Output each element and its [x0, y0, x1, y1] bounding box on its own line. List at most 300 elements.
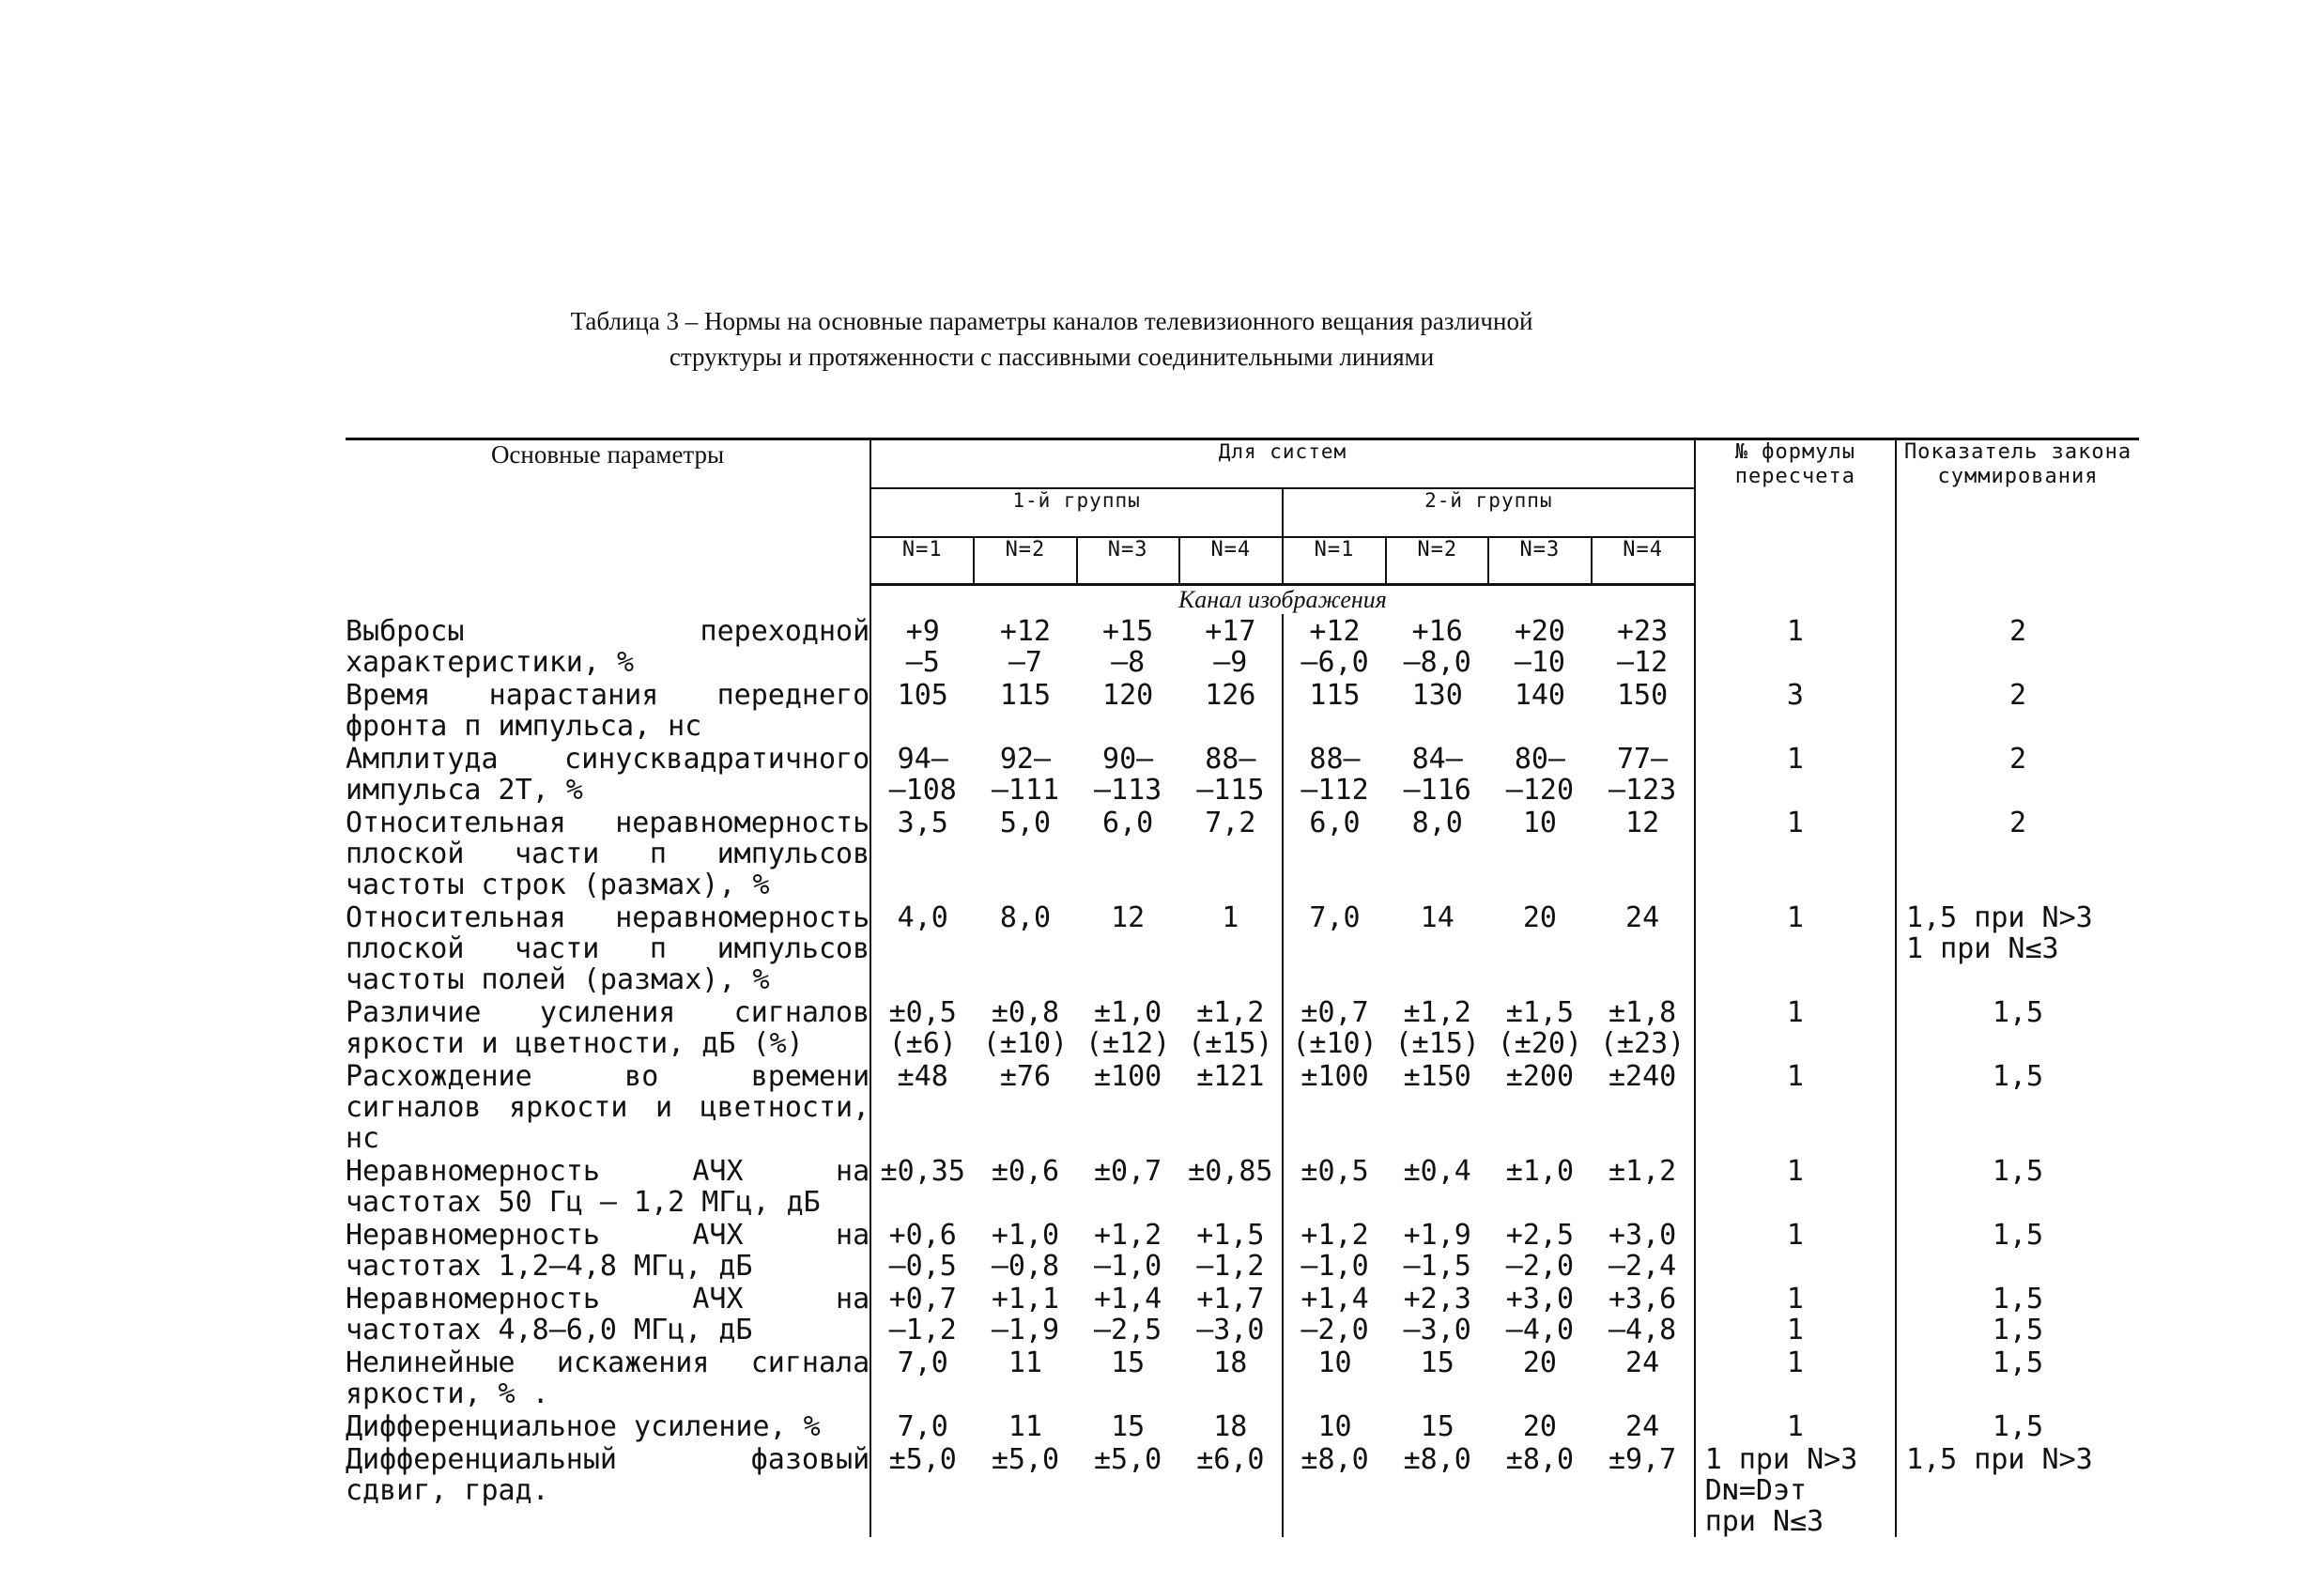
formula-line: 3: [1786, 679, 1804, 712]
value-line: 15: [1420, 1346, 1454, 1379]
table-row: [346, 1059, 2139, 1154]
table-row: [346, 995, 2139, 1059]
value-line: ±0,6: [991, 1155, 1060, 1188]
value-line: ±0,5: [888, 996, 957, 1029]
value-line: ±0,8: [991, 996, 1060, 1029]
value-cell: [1077, 995, 1179, 1059]
value-line: ±200: [1505, 1060, 1575, 1093]
value-line: 10: [1522, 807, 1557, 839]
value-cell: [1283, 678, 1386, 742]
value-line: ±0,7: [1094, 1155, 1162, 1188]
value-line: ±100: [1094, 1060, 1162, 1093]
formula-line: Dɴ=Dэт: [1704, 1474, 1808, 1507]
value-cell: [974, 1154, 1076, 1218]
value-cell: [870, 1442, 974, 1537]
value-line: +12: [1309, 615, 1361, 648]
value-line: —0,8: [991, 1250, 1060, 1283]
value-cell: [974, 1442, 1076, 1537]
value-line: (±10): [982, 1027, 1069, 1060]
value-line: —8: [1111, 646, 1146, 679]
formula-number: [1695, 614, 1896, 678]
value-line: ±150: [1403, 1060, 1471, 1093]
value-line: 7,0: [897, 1410, 948, 1443]
value-line: —2,5: [1094, 1314, 1162, 1346]
value-line: +12: [999, 615, 1052, 648]
parameter-name: Различие усиления сигналов яркости и цветности, дБ (%): [346, 996, 870, 1060]
value-line: +1,5: [1196, 1219, 1265, 1252]
summation-line: 2: [2008, 743, 2027, 776]
formula-line: 1: [1786, 1219, 1804, 1252]
summation-index: [1896, 900, 2139, 995]
formula-line: 1 при N>3: [1704, 1443, 1858, 1476]
value-line: —0,5: [888, 1250, 957, 1283]
value-line: —123: [1608, 774, 1677, 807]
value-line: 10: [1317, 1346, 1352, 1379]
value-cell: [1488, 742, 1591, 806]
formula-line: 1: [1786, 1060, 1804, 1093]
summation-line: 1 при N≤3: [1906, 932, 2059, 965]
summation-index: [1896, 1442, 2139, 1537]
value-cell: [1077, 678, 1179, 742]
header-formula: № формулы пересчета: [1695, 439, 1896, 585]
header-n-2: N=2: [974, 537, 1076, 585]
value-line: 18: [1213, 1410, 1248, 1443]
value-cell: [1592, 1442, 1695, 1537]
value-cell: [974, 742, 1076, 806]
value-line: 84—: [1411, 743, 1463, 776]
value-line: ±121: [1196, 1060, 1265, 1093]
value-cell: [1283, 1346, 1386, 1409]
value-line: —111: [991, 774, 1060, 807]
value-line: ±1,2: [1196, 996, 1265, 1029]
value-line: 12: [1625, 807, 1660, 839]
value-line: 7,0: [1309, 901, 1361, 934]
value-cell: [1179, 1409, 1283, 1442]
value-cell: [1488, 1409, 1591, 1442]
value-cell: [1386, 614, 1488, 678]
formula-line: 1: [1786, 1283, 1804, 1315]
header-n-1-group-2: N=1: [1283, 537, 1386, 585]
value-cell: [870, 1409, 974, 1442]
value-cell: [1386, 1218, 1488, 1282]
header-parameters: Основные параметры: [346, 439, 870, 585]
value-cell: [1283, 1154, 1386, 1218]
value-line: 7,0: [897, 1346, 948, 1379]
value-line: ±8,0: [1301, 1443, 1369, 1476]
value-line: 18: [1213, 1346, 1248, 1379]
parameter-name: Выбросы переходной характеристики, %: [346, 615, 870, 679]
value-cell: [1386, 1059, 1488, 1154]
value-line: 130: [1411, 679, 1463, 712]
value-line: 77—: [1617, 743, 1669, 776]
value-line: +3,0: [1505, 1283, 1575, 1315]
value-line: 105: [897, 679, 948, 712]
value-cell: [1283, 995, 1386, 1059]
value-cell: [1488, 1059, 1591, 1154]
value-cell: [1592, 678, 1695, 742]
value-cell: [1179, 900, 1283, 995]
value-cell: [1077, 1154, 1179, 1218]
value-line: —1,2: [1196, 1250, 1265, 1283]
value-cell: [1386, 806, 1488, 900]
formula-number: [1695, 1442, 1896, 1537]
table-row: [346, 614, 2139, 678]
value-cell: [1077, 806, 1179, 900]
value-line: 126: [1205, 679, 1256, 712]
table-row: [346, 806, 2139, 900]
value-line: 10: [1317, 1410, 1352, 1443]
value-line: +2,3: [1403, 1283, 1471, 1315]
value-line: —4,0: [1505, 1314, 1575, 1346]
value-cell: [1488, 1346, 1591, 1409]
value-cell: [870, 1282, 974, 1346]
value-cell: [1077, 1409, 1179, 1442]
value-line: —1,5: [1403, 1250, 1471, 1283]
value-line: —6,0: [1301, 646, 1369, 679]
value-cell: [1283, 1409, 1386, 1442]
value-cell: [1283, 1442, 1386, 1537]
value-line: —112: [1301, 774, 1369, 807]
value-line: ±1,2: [1403, 996, 1471, 1029]
table-caption-line-1: Таблица 3 – Нормы на основные параметры каналов телевизионного вещания различной: [570, 307, 1533, 335]
value-cell: [1179, 742, 1283, 806]
table-row: [346, 1282, 2139, 1346]
value-line: (±12): [1085, 1027, 1171, 1060]
value-cell: [1179, 1442, 1283, 1537]
value-line: +0,7: [888, 1283, 957, 1315]
value-line: —1,9: [991, 1314, 1060, 1346]
value-cell: [974, 806, 1076, 900]
value-line: —7: [1008, 646, 1042, 679]
value-cell: [1488, 1442, 1591, 1537]
value-line: +1,9: [1403, 1219, 1471, 1252]
value-cell: [974, 1218, 1076, 1282]
value-cell: [1488, 1282, 1591, 1346]
value-line: +1,2: [1094, 1219, 1162, 1252]
formula-number: [1695, 1346, 1896, 1409]
value-line: —113: [1094, 774, 1162, 807]
value-line: —3,0: [1196, 1314, 1265, 1346]
value-cell: [1077, 1059, 1179, 1154]
value-cell: [974, 1059, 1076, 1154]
value-line: 4,0: [897, 901, 948, 934]
summation-line: 1,5: [1992, 1346, 2044, 1379]
value-cell: [1592, 1346, 1695, 1409]
value-line: ±0,85: [1188, 1155, 1273, 1188]
summation-line: 1,5: [1992, 1314, 2044, 1346]
value-line: +1,7: [1196, 1283, 1265, 1315]
value-cell: [870, 900, 974, 995]
header-row-systems: [346, 439, 2139, 489]
value-cell: [870, 1059, 974, 1154]
value-cell: [1592, 1154, 1695, 1218]
table-caption-line-2: структуры и протяженности с пассивными соединительными линиями: [669, 343, 1435, 371]
value-cell: [1592, 1409, 1695, 1442]
parameter-name: Неравномерность АЧХ на частотах 50 Гц — 1,2 МГц, дБ: [346, 1155, 870, 1219]
value-line: 150: [1617, 679, 1669, 712]
value-cell: [1179, 1346, 1283, 1409]
value-line: ±76: [999, 1060, 1052, 1093]
value-cell: [870, 1346, 974, 1409]
value-line: 80—: [1514, 743, 1565, 776]
value-cell: [1179, 995, 1283, 1059]
value-cell: [1077, 1282, 1179, 1346]
value-line: ±0,35: [880, 1155, 965, 1188]
formula-number: [1695, 806, 1896, 900]
summation-line: 1,5: [1992, 1155, 2044, 1188]
value-line: —10: [1514, 646, 1565, 679]
table-row: [346, 1218, 2139, 1282]
value-line: ±9,7: [1608, 1443, 1677, 1476]
parameter-name: Дифференциальное усиление, %: [346, 1409, 870, 1442]
value-line: ±240: [1608, 1060, 1677, 1093]
value-line: ±5,0: [888, 1443, 957, 1476]
value-cell: [1386, 1442, 1488, 1537]
value-line: —108: [888, 774, 957, 807]
value-line: (±23): [1599, 1027, 1685, 1060]
formula-line: 1: [1786, 1155, 1804, 1188]
parameter-name: Амплитуда синусквадратичного импульса 2Т, %: [346, 743, 870, 807]
summation-line: 1,5 при N>3: [1906, 901, 2093, 934]
header-group-1: 1-й группы: [870, 488, 1283, 537]
value-line: 120: [1102, 679, 1154, 712]
value-line: ±8,0: [1403, 1443, 1471, 1476]
value-line: ±1,0: [1094, 996, 1162, 1029]
value-cell: [1488, 678, 1591, 742]
value-cell: [870, 614, 974, 678]
value-line: ±0,5: [1301, 1155, 1369, 1188]
value-line: 92—: [999, 743, 1052, 776]
header-n-3: N=3: [1077, 537, 1179, 585]
formula-number: [1695, 900, 1896, 995]
value-line: 14: [1420, 901, 1454, 934]
value-line: —3,0: [1403, 1314, 1471, 1346]
value-line: 140: [1514, 679, 1565, 712]
value-line: 115: [1309, 679, 1361, 712]
section-spacer-summation: [1896, 585, 2139, 615]
section-spacer: [346, 585, 870, 615]
value-line: 1: [1222, 901, 1239, 934]
parameter-name: Относительная неравномерность плоской части п импульсов частоты строк (размах), %: [346, 807, 870, 901]
summation-line: 2: [2008, 679, 2027, 712]
value-cell: [1179, 806, 1283, 900]
value-line: —120: [1505, 774, 1575, 807]
summation-index: [1896, 614, 2139, 678]
value-cell: [1283, 1282, 1386, 1346]
value-cell: [1592, 614, 1695, 678]
value-cell: [870, 742, 974, 806]
value-line: +3,0: [1608, 1219, 1677, 1252]
value-cell: [974, 1409, 1076, 1442]
value-line: —2,0: [1505, 1250, 1575, 1283]
table-row: [346, 1442, 2139, 1537]
value-cell: [1179, 1282, 1283, 1346]
value-cell: [1179, 1059, 1283, 1154]
value-cell: [974, 614, 1076, 678]
value-line: 8,0: [1411, 807, 1463, 839]
value-line: ±0,7: [1301, 996, 1369, 1029]
summation-line: 1,5: [1992, 1219, 2044, 1252]
summation-line: 1,5: [1992, 1060, 2044, 1093]
value-cell: [870, 1154, 974, 1218]
value-line: 20: [1522, 901, 1557, 934]
value-cell: [1592, 900, 1695, 995]
norms-table: [346, 438, 2139, 1537]
value-cell: [1488, 1218, 1591, 1282]
value-line: 90—: [1102, 743, 1154, 776]
value-line: 20: [1522, 1346, 1557, 1379]
value-cell: [1077, 1442, 1179, 1537]
formula-number: [1695, 678, 1896, 742]
value-line: 3,5: [897, 807, 948, 839]
summation-index: [1896, 806, 2139, 900]
summation-index: [1896, 1154, 2139, 1218]
parameter-name: Расхождение во времени сигналов яркости и цветности, нс: [346, 1060, 870, 1155]
value-cell: [1386, 1154, 1488, 1218]
value-line: 24: [1625, 1346, 1660, 1379]
value-cell: [1488, 900, 1591, 995]
summation-line: 1,5 при N>3: [1906, 1443, 2093, 1476]
summation-line: 2: [2008, 807, 2027, 839]
value-line: 88—: [1309, 743, 1361, 776]
value-line: +1,4: [1094, 1283, 1162, 1315]
value-cell: [870, 678, 974, 742]
formula-number: [1695, 1282, 1896, 1346]
value-line: —9: [1213, 646, 1248, 679]
parameter-name: Неравномерность АЧХ на частотах 4,8—6,0 МГц, дБ: [346, 1283, 870, 1346]
value-cell: [1592, 995, 1695, 1059]
value-line: —115: [1196, 774, 1265, 807]
header-n-1: N=1: [870, 537, 974, 585]
summation-index: [1896, 995, 2139, 1059]
value-cell: [870, 1218, 974, 1282]
table-row: [346, 900, 2139, 995]
parameter-name: Относительная неравномерность плоской части п импульсов частоты полей (размах), %: [346, 901, 870, 996]
value-cell: [1283, 900, 1386, 995]
value-line: +1,0: [991, 1219, 1060, 1252]
value-cell: [1179, 678, 1283, 742]
value-line: +20: [1514, 615, 1565, 648]
value-line: ±48: [897, 1060, 948, 1093]
value-line: —12: [1617, 646, 1669, 679]
formula-line: 1: [1786, 1410, 1804, 1443]
value-cell: [1488, 1154, 1591, 1218]
value-line: ±100: [1301, 1060, 1369, 1093]
value-line: (±10): [1292, 1027, 1377, 1060]
header-summation: Показатель закона суммирования: [1896, 439, 2139, 585]
value-line: 11: [1008, 1410, 1042, 1443]
value-line: 20: [1522, 1410, 1557, 1443]
value-line: —2,4: [1608, 1250, 1677, 1283]
value-line: +17: [1205, 615, 1256, 648]
section-title: Канал изображения: [1177, 586, 1387, 613]
table-row: [346, 678, 2139, 742]
value-cell: [974, 900, 1076, 995]
header-group-2: 2-й группы: [1283, 488, 1695, 537]
value-line: +16: [1411, 615, 1463, 648]
formula-number: [1695, 1154, 1896, 1218]
formula-line: при N≤3: [1704, 1505, 1824, 1538]
summation-index: [1896, 1059, 2139, 1154]
value-cell: [870, 806, 974, 900]
summation-index: [1896, 1409, 2139, 1442]
summation-line: 1,5: [1992, 1410, 2044, 1443]
value-cell: [1386, 1346, 1488, 1409]
value-line: 6,0: [1309, 807, 1361, 839]
value-line: —5: [905, 646, 940, 679]
formula-line: 1: [1786, 615, 1804, 648]
value-line: 115: [999, 679, 1052, 712]
value-cell: [1592, 1282, 1695, 1346]
summation-index: [1896, 1346, 2139, 1409]
summation-line: 1,5: [1992, 996, 2044, 1029]
table-row: [346, 1346, 2139, 1409]
value-line: 94—: [897, 743, 948, 776]
value-line: 7,2: [1205, 807, 1256, 839]
value-line: +1,4: [1301, 1283, 1369, 1315]
value-cell: [1592, 1218, 1695, 1282]
formula-number: [1695, 1409, 1896, 1442]
value-cell: [1386, 995, 1488, 1059]
parameter-name: Неравномерность АЧХ на частотах 1,2—4,8 МГц, дБ: [346, 1219, 870, 1283]
value-line: (±15): [1394, 1027, 1480, 1060]
formula-number: [1695, 742, 1896, 806]
value-line: ±0,4: [1403, 1155, 1471, 1188]
value-cell: [1179, 1218, 1283, 1282]
formula-number: [1695, 995, 1896, 1059]
value-line: +0,6: [888, 1219, 957, 1252]
summation-line: 2: [2008, 615, 2027, 648]
table-body: [346, 585, 2139, 1538]
value-line: 24: [1625, 901, 1660, 934]
summation-index: [1896, 678, 2139, 742]
formula-number: [1695, 1059, 1896, 1154]
value-cell: [1077, 1346, 1179, 1409]
formula-line: 1: [1786, 807, 1804, 839]
value-cell: [870, 995, 974, 1059]
value-line: ±8,0: [1505, 1443, 1575, 1476]
value-line: +23: [1617, 615, 1669, 648]
formula-line: 1: [1786, 743, 1804, 776]
value-line: —4,8: [1608, 1314, 1677, 1346]
value-line: 5,0: [999, 807, 1052, 839]
value-line: ±6,0: [1196, 1443, 1265, 1476]
value-cell: [1488, 614, 1591, 678]
summation-index: [1896, 1218, 2139, 1282]
value-line: ±1,0: [1505, 1155, 1575, 1188]
value-cell: [1283, 1218, 1386, 1282]
value-line: 12: [1111, 901, 1146, 934]
formula-line: 1: [1786, 1314, 1804, 1346]
table-row: [346, 742, 2139, 806]
value-cell: [1179, 614, 1283, 678]
header-systems: Для систем: [870, 439, 1695, 489]
value-line: —1,0: [1094, 1250, 1162, 1283]
value-line: 6,0: [1102, 807, 1154, 839]
value-line: +1,1: [991, 1283, 1060, 1315]
value-cell: [974, 678, 1076, 742]
formula-number: [1695, 1218, 1896, 1282]
value-cell: [1386, 900, 1488, 995]
value-line: +2,5: [1505, 1219, 1575, 1252]
value-cell: [974, 1346, 1076, 1409]
value-line: (±15): [1188, 1027, 1273, 1060]
value-cell: [1386, 742, 1488, 806]
section-spacer-formula: [1695, 585, 1896, 615]
parameter-name: Нелинейные искажения сигнала яркости, % .: [346, 1346, 870, 1410]
value-line: 15: [1111, 1410, 1146, 1443]
value-line: ±5,0: [1094, 1443, 1162, 1476]
